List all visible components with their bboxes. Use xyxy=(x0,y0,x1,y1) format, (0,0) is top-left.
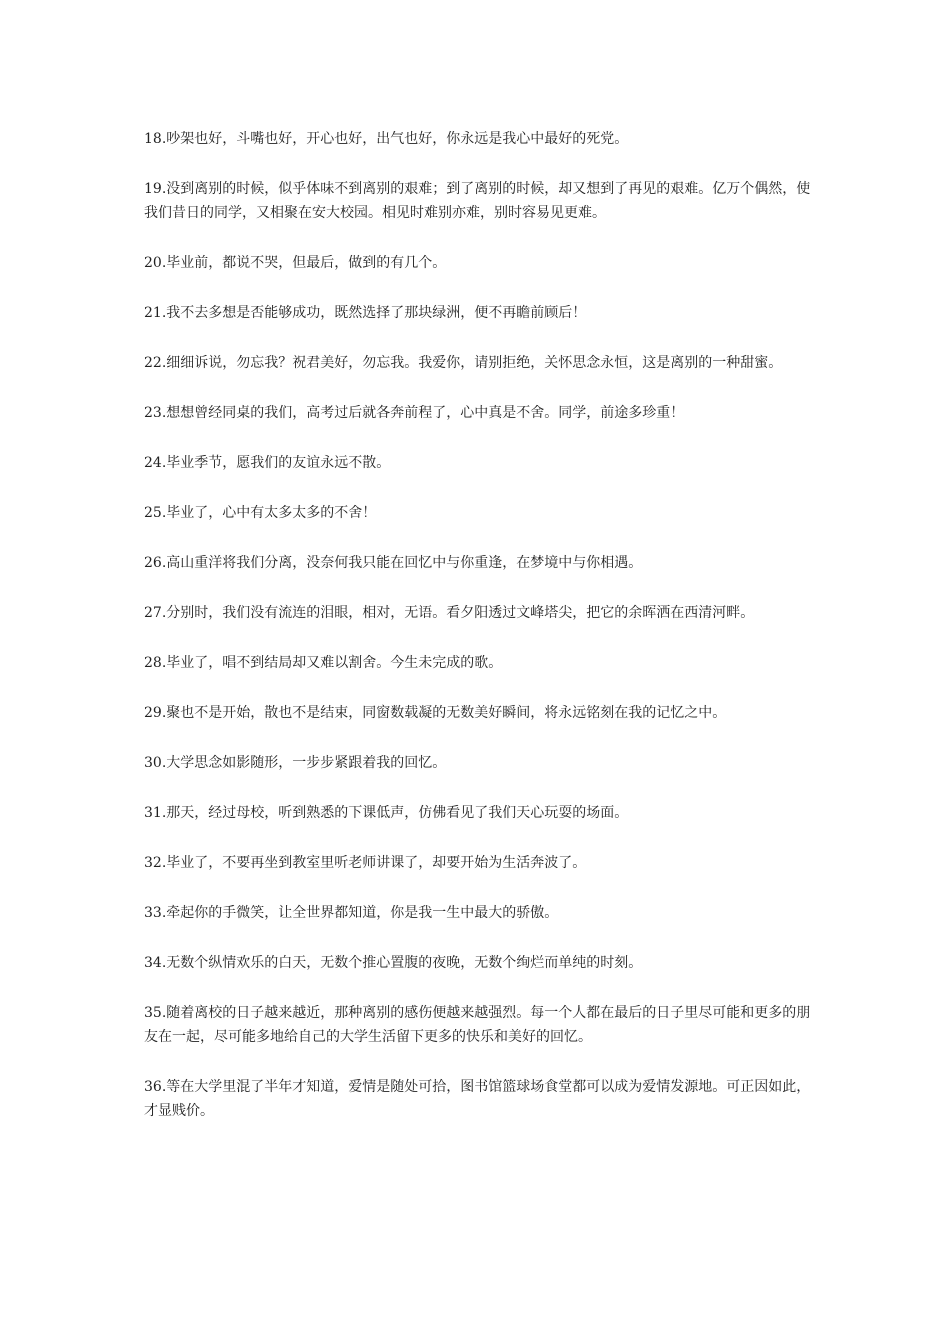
paragraph-33: 33.牵起你的手微笑，让全世界都知道，你是我一生中最大的骄傲。 xyxy=(144,905,559,921)
paragraph-27: 27.分别时，我们没有流连的泪眼，相对，无语。看夕阳透过文峰塔尖，把它的余晖洒在西清河畔。 xyxy=(144,605,755,621)
paragraph-36: 36.等在大学里混了半年才知道，爱情是随处可拾，图书馆篮球场食堂都可以成为爱情发源地。可正因如此，才显贱价。 xyxy=(144,1079,811,1119)
paragraph-24: 24.毕业季节，愿我们的友谊永远不散。 xyxy=(144,455,391,471)
paragraph-32: 32.毕业了，不要再坐到教室里听老师讲课了，却要开始为生活奔波了。 xyxy=(144,855,587,871)
paragraph-21: 21.我不去多想是否能够成功，既然选择了那块绿洲，便不再瞻前顾后！ xyxy=(144,305,587,321)
paragraph-23: 23.想想曾经同桌的我们，高考过后就各奔前程了，心中真是不舍。同学，前途多珍重！ xyxy=(144,405,685,421)
paragraph-29: 29.聚也不是开始，散也不是结束，同窗数载凝的无数美好瞬间，将永远铭刻在我的记忆之中。 xyxy=(144,705,727,721)
paragraph-31: 31.那天，经过母校，听到熟悉的下课低声，仿佛看见了我们天心玩耍的场面。 xyxy=(144,805,629,821)
paragraph-35: 35.随着离校的日子越来越近，那种离别的感伤便越来越强烈。每一个人都在最后的日子里尽可能和更多的朋友在一起，尽可能多地给自己的大学生活留下更多的快乐和美好的回忆。 xyxy=(144,1005,811,1045)
paragraph-18: 18.吵架也好，斗嘴也好，开心也好，出气也好，你永远是我心中最好的死党。 xyxy=(144,131,629,147)
paragraph-30: 30.大学思念如影随形，一步步紧跟着我的回忆。 xyxy=(144,755,447,771)
paragraph-28: 28.毕业了，唱不到结局却又难以割舍。今生未完成的歌。 xyxy=(144,655,503,671)
paragraph-22: 22.细细诉说，勿忘我？祝君美好，勿忘我。我爱你，请别拒绝，关怀思念永恒，这是离别的一种甜蜜。 xyxy=(144,355,783,371)
paragraph-19: 19.没到离别的时候，似乎体味不到离别的艰难；到了离别的时候，却又想到了再见的艰难。亿万个偶然，使我们昔日的同学，又相聚在安大校园。相见时难别亦难，别时容易见更难。 xyxy=(144,181,811,221)
paragraph-25: 25.毕业了，心中有太多太多的不舍！ xyxy=(144,505,377,521)
paragraph-20: 20.毕业前，都说不哭，但最后，做到的有几个。 xyxy=(144,255,447,271)
paragraph-34: 34.无数个纵情欢乐的白天，无数个推心置腹的夜晚，无数个绚烂而单纯的时刻。 xyxy=(144,955,643,971)
document-body xyxy=(144,127,820,1149)
paragraph-26: 26.高山重洋将我们分离，没奈何我只能在回忆中与你重逢，在梦境中与你相遇。 xyxy=(144,555,643,571)
